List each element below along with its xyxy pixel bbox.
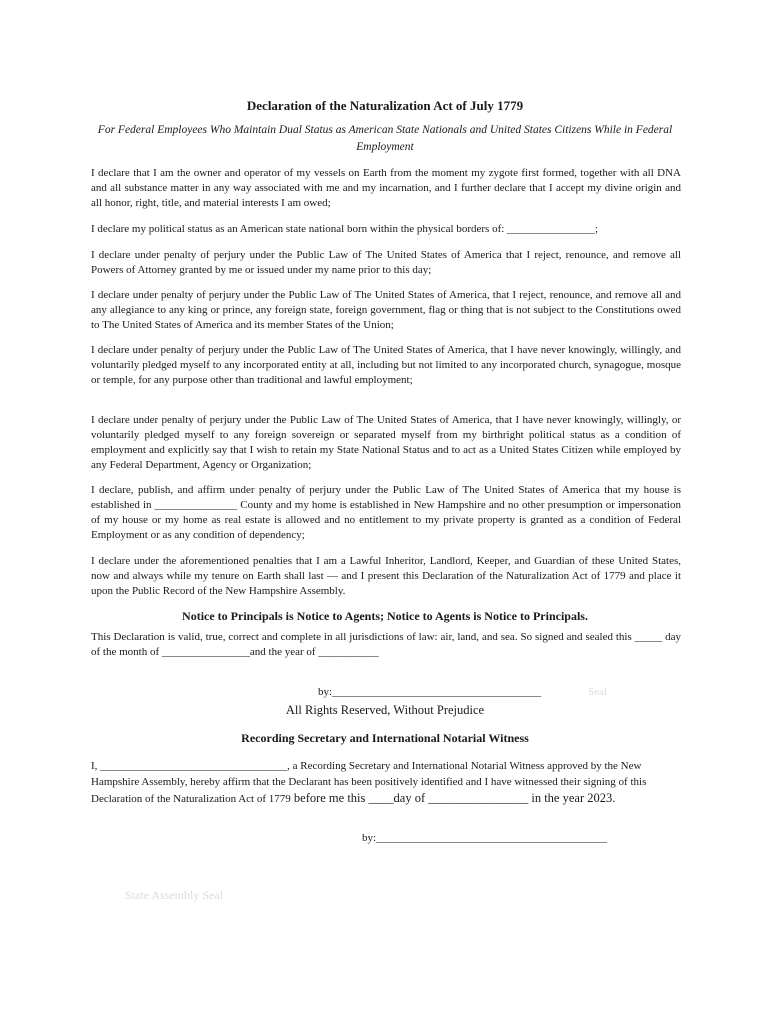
declaration-paragraph: I declare under penalty of perjury under the Public Law of The United States of America, that I have never knowingly, willingly, and voluntarily pledged myself to any incorporated entity at all, including but not limited to any incorporated church, synagogue, mosque or temple, for any purpose other than traditional and lawful employment;: [91, 344, 681, 386]
assembly-seal-placeholder: State Assembly Seal: [125, 888, 223, 902]
signature-line: by:______________________________________: [318, 686, 542, 698]
declaration-paragraph: I declare under penalty of perjury under the Public Law of The United States of America, that I reject, renounce, and remove all and any allegiance to any king or prince, any foreign state, foreign government, flag or thing that is not subject to the Constitutions owed to The United States of America and its member States of the Union;: [91, 289, 681, 331]
validity-statement: This Declaration is valid, true, correct and complete in all jurisdictions of law: air, land, and sea. So signed and sealed this _____ day of the month of ________________and the year of ___________: [91, 631, 681, 658]
notice-heading: Notice to Principals is Notice to Agents; Notice to Agents is Notice to Principals.: [182, 609, 588, 623]
recording-secretary-heading: Recording Secretary and International Notarial Witness: [241, 731, 529, 745]
document-subtitle: For Federal Employees Who Maintain Dual Status as American State Nationals and United States Citizens While in Federal Employment: [97, 124, 673, 153]
witness-signature-line: by:__________________________________________: [362, 832, 608, 844]
seal-placeholder: Seal: [588, 686, 607, 698]
witness-statement: [91, 758, 681, 807]
rights-statement: All Rights Reserved, Without Prejudice: [285, 703, 485, 717]
witness-date-text: before me this ____day of ________________ in the year 2023.: [290, 791, 616, 805]
declaration-paragraph: I declare my political status as an American state national born within the physical borders of: ________________;: [91, 223, 599, 235]
declaration-paragraph: I declare under penalty of perjury under the Public Law of The United States of America, that I have never knowingly, willingly, or voluntarily pledged myself to any foreign sovereign or separated myself from my birthright political status as a condition of employment and explicitly say that I wish to retain my State National Status and to act as a United States Citizen while employed by any Federal Department, Agency or Organization;: [91, 414, 681, 471]
declaration-paragraph: I declare, publish, and affirm under penalty of perjury under the Public Law of The United States of America that my house is established in _______________ County and my home is established in New Hampshire and no other presumption or impersonation of my house or my home as real estate is allowed and no entitlement to my private property is granted as a condition of Federal Employment or as any condition of dependency;: [91, 484, 681, 541]
document-title: Declaration of the Naturalization Act of July 1779: [246, 98, 524, 113]
declaration-paragraph: I declare under the aforementioned penalties that I am a Lawful Inheritor, Landlord, Keeper, and Guardian of these United States, now and always while my tenure on Earth shall last — and I present this Declaration of the Naturalization Act of 1779 and place it upon the Public Record of the New Hampshire Assembly.: [91, 555, 681, 597]
witness-text: I, __________________________________, a Recording Secretary and International Notarial Witness approved by the New Hampshire Assembly, hereby affirm that the Declarant has been positively identified and I have witnessed their signing of this Declaration of the Naturalization Act of 1779: [91, 760, 647, 805]
declaration-paragraph: I declare that I am the owner and operator of my vessels on Earth from the moment my zygote first formed, together with all DNA and all substance matter in any way associated with me and my incarnation, and I further declare that I accept my divine origin and all honor, right, title, and material interests I am owed;: [91, 167, 681, 209]
declaration-paragraph: I declare under penalty of perjury under the Public Law of The United States of America that I reject, renounce, and remove all Powers of Attorney granted by me or issued under my name prior to this day;: [91, 249, 681, 276]
